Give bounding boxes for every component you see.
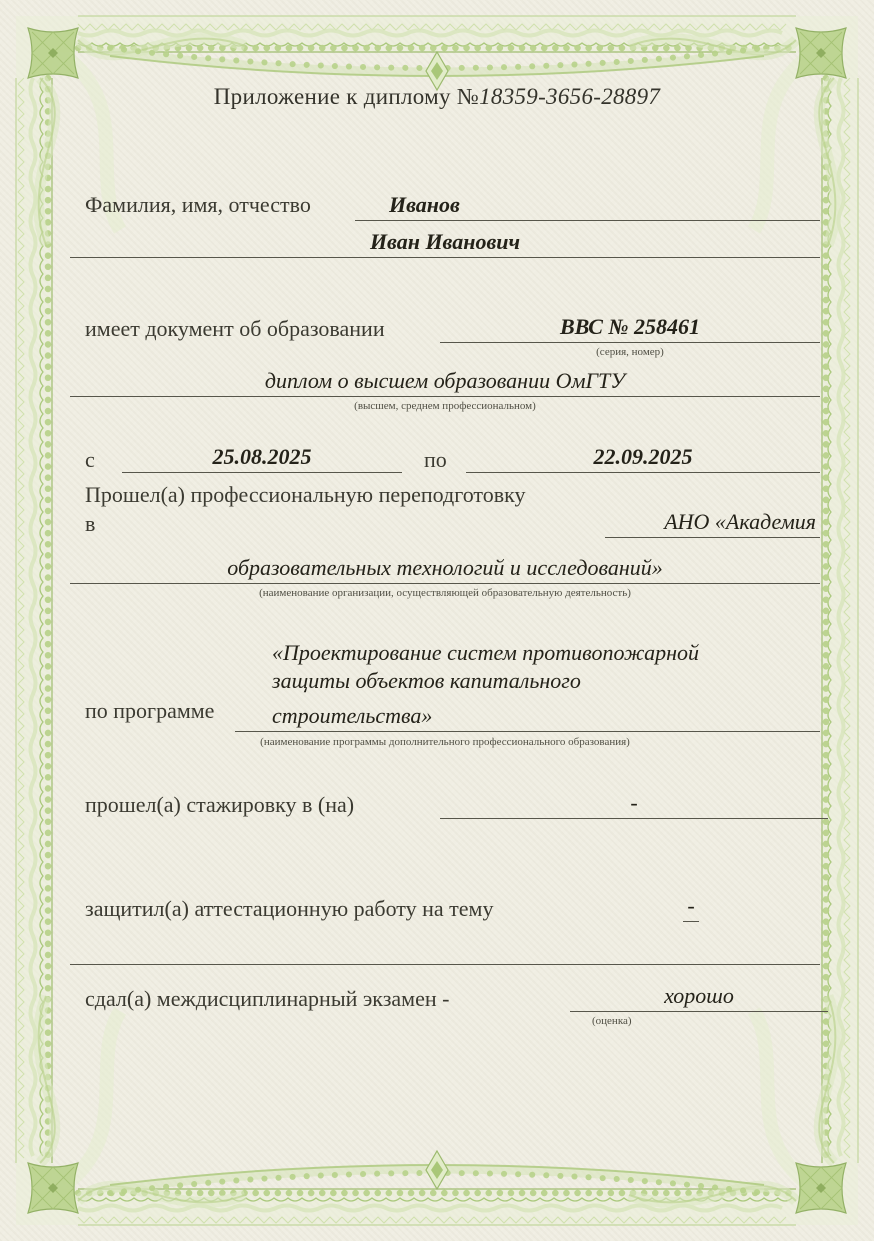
exam-grade-caption: (оценка) [592,1015,632,1027]
title-label: Приложение к диплому № [213,84,480,109]
period-from-label: с [85,447,95,472]
diploma-type-caption: (высшем, среднем профессиональном) [354,400,536,412]
exam-grade-field: хорошо [570,981,828,1012]
diploma-number: 18359-3656-28897 [479,84,661,109]
organization-line1-field: АНО «Академия [605,507,820,538]
given-names-field: Иван Иванович [70,226,820,258]
thesis-field: - [683,892,699,922]
thesis-continuation-line [70,964,820,965]
program-line2: защиты объектов капитального [272,668,581,693]
organization-line2-field: образовательных технологий и исследований» [70,553,820,584]
document-series-field: ВВС № 258461 [440,312,820,343]
retraining-in-label: в [85,511,96,536]
exam-label: сдал(а) междисциплинарный экзамен - [85,986,450,1011]
program-line1: «Проектирование систем противопожарной [272,640,699,665]
organization-caption: (наименование организации, осуществляющей образовательную деятельность) [259,587,631,599]
period-to-label: по [424,447,447,472]
internship-label: прошел(а) стажировку в (на) [85,792,355,817]
thesis-label: защитил(а) аттестационную работу на тему [85,896,494,921]
retraining-label: Прошел(а) профессиональную переподготовку [85,482,526,507]
period-from-field: 25.08.2025 [122,442,402,473]
document-title [0,84,874,110]
internship-field: - [440,788,828,819]
program-label: по программе [85,698,215,723]
name-label: Фамилия, имя, отчество [85,192,311,217]
diploma-type-field: диплом о высшем образовании ОмГТУ [70,366,820,397]
program-line3-field: строительства» [235,694,820,732]
program-caption: (наименование программы дополнительного профессионального образования) [260,736,630,748]
document-series-caption: (серия, номер) [596,346,664,358]
period-to-field: 22.09.2025 [466,442,820,473]
surname-field: Иванов [355,189,820,221]
education-document-label: имеет документ об образовании [85,316,385,341]
